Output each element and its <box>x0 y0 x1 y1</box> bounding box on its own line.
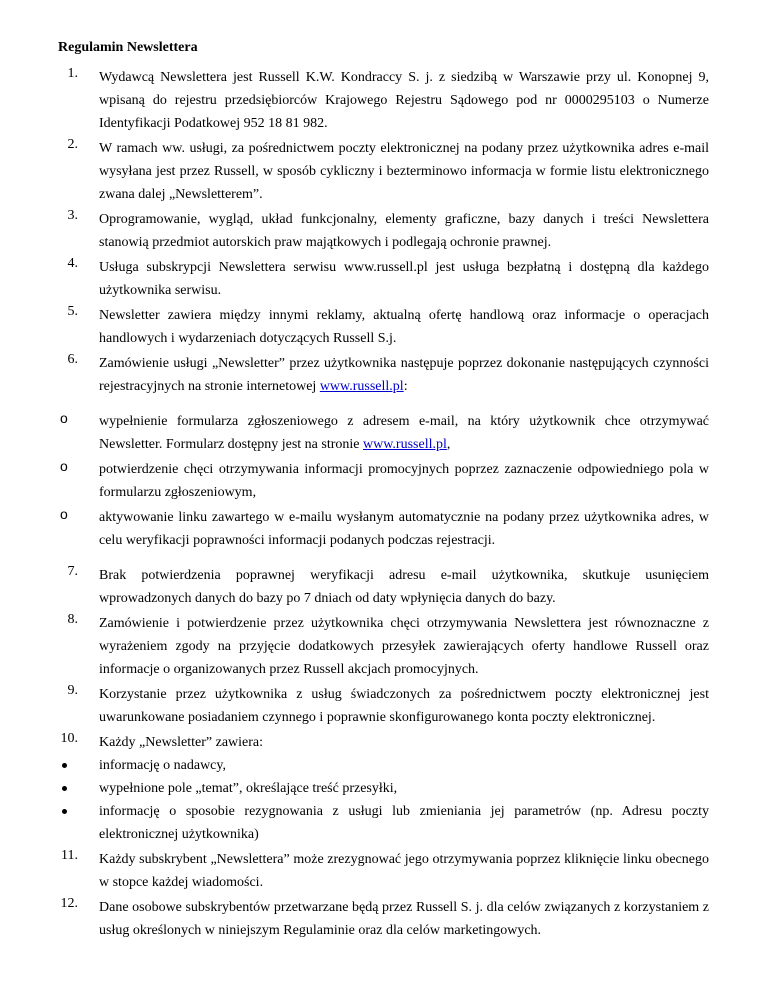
page-title: Regulamin Newslettera <box>58 40 198 55</box>
item-text: Każdy subskrybent „Newslettera” może zrezygnować jego otrzymywania poprzez kliknięcie linku obecnego w stopce każdej wiadomości. <box>99 852 709 890</box>
russell-link[interactable]: www.russell.pl <box>363 437 447 452</box>
item-number: 9. <box>67 683 78 698</box>
circle-bullet-icon: o <box>60 506 68 522</box>
item-text: Brak potwierdzenia poprawnej weryfikacji adresu e-mail użytkownika, skutkuje usunięciem wprowadzonych danych do bazy po 7 dniach od daty wpłynięcia danych do bazy. <box>99 568 709 606</box>
item-text: Zamówienie usługi „Newsletter” przez użytkownika następuje poprzez dokonanie następujących czynności rejestracyjnych na stronie internetowej www.russell.pl: <box>99 356 709 394</box>
bullet-dot-icon <box>62 763 67 768</box>
bullet-dot-icon <box>62 809 67 814</box>
russell-link[interactable]: www.russell.pl <box>319 379 404 394</box>
item-number: 3. <box>67 208 78 223</box>
item-number: 11. <box>61 848 78 863</box>
item-text: Usługa subskrypcji Newslettera serwisu www.russell.pl jest usługa bezpłatną i dostępną dla każdego użytkownika serwisu. <box>99 260 709 298</box>
item-text: Oprogramowanie, wygląd, układ funkcjonalny, elementy graficzne, bazy danych i treści Newslettera stanowią przedmiot autorskich praw majątkowych i podlegają ochronie prawnej. <box>99 212 709 250</box>
sub-item-text: wypełnienie formularza zgłoszeniowego z adresem e-mail, na który użytkownik chce otrzymywać Newsletter. Formularz dostępny jest na stronie www.russell.pl, <box>99 414 709 452</box>
item-number: 2. <box>67 137 78 152</box>
item-number: 7. <box>67 564 78 579</box>
item-text: Dane osobowe subskrybentów przetwarzane będą przez Russell S. j. dla celów związanych z korzystaniem z usług określonych w niniejszym Regulaminie oraz dla celów marketingowych. <box>99 900 709 938</box>
bullet-text: wypełnione pole „temat”, określające treść przesyłki, <box>99 781 398 796</box>
item-number: 1. <box>67 66 78 81</box>
item-number: 4. <box>67 256 78 271</box>
item-number: 10. <box>60 731 78 746</box>
item-number: 6. <box>67 352 78 367</box>
item-number: 12. <box>60 896 78 911</box>
item-text: Wydawcą Newslettera jest Russell K.W. Kondraccy S. j. z siedzibą w Warszawie przy ul. Konopnej 9, wpisaną do rejestru przedsiębiorców Krajowego Rejestru Sądowego pod nr 0000295103 o Numerze Identyfikacji Podatkowej 952 18 81 982. <box>99 70 709 131</box>
item-text: Każdy „Newsletter” zawiera: <box>99 735 264 750</box>
item-text: Korzystanie przez użytkownika z usług świadczonych za pośrednictwem poczty elektronicznej jest uwarunkowane posiadaniem czynnego i poprawnie skonfigurowanego konta poczty elektronicznej. <box>99 687 709 725</box>
item-number: 8. <box>67 612 78 627</box>
item-text: Zamówienie i potwierdzenie przez użytkownika chęci otrzymywania Newslettera jest równoznaczne z wyrażeniem zgody na przyjęcie dodatkowych przesyłek zawierających oferty handlowe Russell oraz informacje o organizowanych przez Russell akcjach promocyjnych. <box>99 616 709 677</box>
item-text: W ramach ww. usługi, za pośrednictwem poczty elektronicznej na podany przez użytkownika adres e-mail wysyłana jest przez Russell, w sposób cykliczny i bezterminowo informacja w formie listu elektronicznego zwana dalej „Newsletterem”. <box>99 141 709 202</box>
circle-bullet-icon: o <box>60 410 68 426</box>
bullet-text: informację o sposobie rezygnowania z usługi lub zmieniania jej parametrów (np. Adresu poczty elektronicznej użytkownika) <box>99 804 709 842</box>
bullet-dot-icon <box>62 786 67 791</box>
bullet-text: informację o nadawcy, <box>99 758 226 773</box>
circle-bullet-icon: o <box>60 458 68 474</box>
sub-item-text: aktywowanie linku zawartego w e-mailu wysłanym automatycznie na podany przez użytkownika adres, w celu weryfikacji poprawności informacji podanych podczas rejestracji. <box>99 510 709 548</box>
item-number: 5. <box>67 304 78 319</box>
item-text: Newsletter zawiera między innymi reklamy, aktualną ofertę handlową oraz informacje o operacjach handlowych i wydarzeniach dotyczących Russell S.j. <box>99 308 709 346</box>
sub-item-text: potwierdzenie chęci otrzymywania informacji promocyjnych poprzez zaznaczenie odpowiedniego pola w formularzu zgłoszeniowym, <box>99 462 709 500</box>
